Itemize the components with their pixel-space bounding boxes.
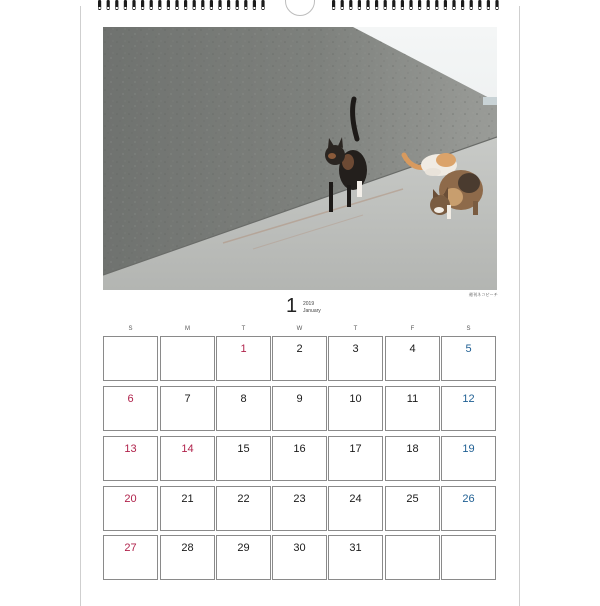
empty-day-cell — [385, 535, 440, 580]
day-cell[interactable] — [103, 386, 158, 431]
binding-hole — [245, 7, 247, 9]
binding-hole — [427, 7, 429, 9]
binding-hole — [107, 7, 109, 9]
binding-hole — [470, 7, 472, 9]
binding-hole — [453, 7, 455, 9]
day-number: 14 — [181, 443, 194, 455]
weekday-header: M — [185, 326, 190, 332]
binding-hole — [333, 7, 335, 9]
binding-hole — [176, 7, 178, 9]
day-number: 1 — [240, 343, 247, 355]
binding-hole — [159, 7, 161, 9]
binding-hole — [202, 7, 204, 9]
weekday-header: S — [466, 326, 471, 332]
day-cell[interactable] — [103, 535, 158, 580]
binding-hole — [142, 7, 144, 9]
day-number: 16 — [293, 443, 306, 455]
day-number: 6 — [127, 393, 134, 405]
binding-hole — [150, 7, 152, 9]
day-cell[interactable] — [328, 436, 383, 481]
day-cell[interactable] — [160, 535, 215, 580]
day-number: 30 — [293, 542, 306, 554]
day-number: 18 — [406, 443, 419, 455]
day-number: 13 — [124, 443, 137, 455]
binding-hole — [401, 7, 403, 9]
cats-photo-illustration — [103, 27, 497, 290]
binding-hole — [350, 7, 352, 9]
day-number: 15 — [237, 443, 250, 455]
binding-hole — [444, 7, 446, 9]
binding-hole — [436, 7, 438, 9]
day-number: 23 — [293, 493, 306, 505]
day-number: 8 — [240, 393, 247, 405]
day-cell[interactable] — [272, 436, 327, 481]
day-number: 25 — [406, 493, 419, 505]
binding-hole — [99, 7, 101, 9]
calendar-photo — [103, 27, 497, 290]
day-cell[interactable] — [328, 336, 383, 381]
day-number: 19 — [462, 443, 475, 455]
day-cell[interactable] — [216, 386, 271, 431]
month-number: 1 — [286, 295, 298, 317]
photo-credit: 週刊ネコビーチ — [468, 292, 498, 297]
binding-hole — [358, 7, 360, 9]
day-cell[interactable] — [216, 436, 271, 481]
day-number: 31 — [349, 542, 362, 554]
day-number: 10 — [349, 393, 362, 405]
day-number: 17 — [349, 443, 362, 455]
day-number: 22 — [237, 493, 250, 505]
day-cell[interactable] — [328, 386, 383, 431]
day-number: 27 — [124, 542, 137, 554]
day-number: 5 — [465, 343, 472, 355]
day-cell[interactable] — [441, 436, 496, 481]
binding-hole — [124, 7, 126, 9]
day-number: 28 — [181, 542, 194, 554]
day-cell[interactable] — [441, 386, 496, 431]
weekday-header: T — [353, 326, 358, 332]
binding-hole — [219, 7, 221, 9]
day-number: 9 — [296, 393, 303, 405]
binding-hole — [496, 7, 498, 9]
day-cell[interactable] — [385, 386, 440, 431]
binding-hole — [376, 7, 378, 9]
binding-hole — [367, 7, 369, 9]
day-cell[interactable] — [103, 486, 158, 531]
binding-hole — [116, 7, 118, 9]
binding-hole — [193, 7, 195, 9]
weekday-header: T — [241, 326, 246, 332]
binding-hole — [185, 7, 187, 9]
weekday-header: S — [128, 326, 133, 332]
day-number: 26 — [462, 493, 475, 505]
year-label: 2019 — [303, 301, 315, 307]
binding-hole — [262, 7, 264, 9]
binding-hole — [253, 7, 255, 9]
day-number: 11 — [406, 393, 419, 405]
day-cell[interactable] — [385, 336, 440, 381]
day-cell[interactable] — [216, 535, 271, 580]
binding-hole — [384, 7, 386, 9]
empty-day-cell — [441, 535, 496, 580]
day-cell[interactable] — [272, 386, 327, 431]
binding-hole — [393, 7, 395, 9]
day-cell[interactable] — [160, 486, 215, 531]
day-cell[interactable] — [441, 486, 496, 531]
binding-hole — [228, 7, 230, 9]
binding-hole — [410, 7, 412, 9]
day-number: 2 — [296, 343, 303, 355]
day-number: 29 — [237, 542, 250, 554]
day-cell[interactable] — [272, 486, 327, 531]
binding-hole — [236, 7, 238, 9]
weekday-header: F — [410, 326, 415, 332]
binding-hole — [341, 7, 343, 9]
day-cell[interactable] — [216, 336, 271, 381]
day-cell[interactable] — [385, 486, 440, 531]
binding-hole — [462, 7, 464, 9]
empty-day-cell — [103, 336, 158, 381]
day-number: 24 — [349, 493, 362, 505]
day-number: 12 — [462, 393, 475, 405]
day-cell[interactable] — [216, 486, 271, 531]
day-cell[interactable] — [272, 336, 327, 381]
day-number: 4 — [409, 343, 416, 355]
day-cell[interactable] — [272, 535, 327, 580]
day-cell[interactable] — [160, 386, 215, 431]
day-number: 21 — [181, 493, 194, 505]
day-cell[interactable] — [441, 336, 496, 381]
day-cell[interactable] — [328, 486, 383, 531]
day-number: 3 — [352, 343, 359, 355]
day-cell[interactable] — [160, 436, 215, 481]
empty-day-cell — [160, 336, 215, 381]
day-cell[interactable] — [103, 436, 158, 481]
binding-hole — [487, 7, 489, 9]
binding-hole — [210, 7, 212, 9]
binding-hole — [479, 7, 481, 9]
day-cell[interactable] — [328, 535, 383, 580]
binding-hole — [419, 7, 421, 9]
day-number: 20 — [124, 493, 137, 505]
binding-hole — [133, 7, 135, 9]
day-cell[interactable] — [385, 436, 440, 481]
month-name: January — [303, 308, 321, 314]
day-number: 7 — [184, 393, 191, 405]
binding-hole — [167, 7, 169, 9]
weekday-header: W — [296, 326, 303, 332]
